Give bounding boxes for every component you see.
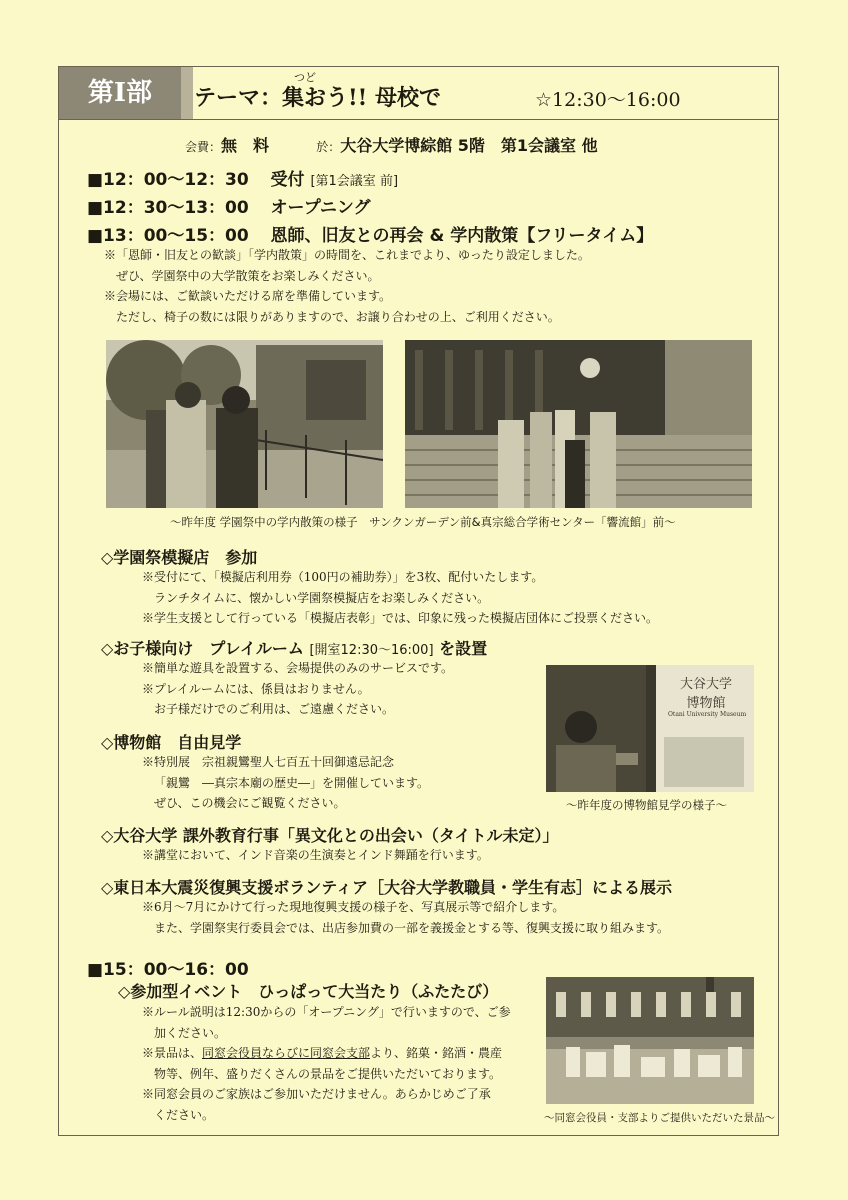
note-line: また、学園祭実行委員会では、出店参加費の一部を義援金とする等、復興支援に取り組みます。 [142, 920, 670, 935]
schedule-row [87, 165, 398, 190]
schedule-time: ■13：00〜15：00 [87, 226, 249, 246]
theme-time: ☆12:30〜16:00 [535, 89, 681, 111]
note-line: ※受付にて、「模擬店利用券（100円の補助券）」を3枚、配付いたします。 [142, 570, 544, 584]
museum-sign-line: 大谷大学 [679, 677, 732, 692]
schedule-time: ■15：00〜16：00 [87, 960, 249, 980]
note-line: ※簡単な遊具を設置する、会場提供のみのサービスです。 [142, 661, 454, 675]
schedule-row [87, 193, 371, 218]
section-notes [142, 897, 669, 938]
note-line: 物等、例年、盛りだくさんの景品をご提供いただいております。 [142, 1066, 502, 1081]
free-time-notes [104, 245, 590, 327]
note-line: ください。 [142, 1107, 215, 1122]
campus-walk-photo [106, 340, 383, 508]
note-line: ※ルール説明は12:30からの「オープニング」で行いますので、ご参 [142, 1005, 511, 1019]
note-line: ※6月〜7月にかけて行った現地復興支援の様子を、写真展示等で紹介します。 [142, 900, 565, 914]
museum-sign-line: 博物館 [686, 696, 726, 711]
event-title: ◇参加型イベント ひっぱって大当たり（ふたたび） [118, 982, 499, 1001]
note-text: ※景品は、 [142, 1046, 203, 1060]
schedule-time: ■12：30〜13：00 [87, 198, 249, 218]
header [59, 67, 778, 120]
section-title: ◇東日本大震災復興支援ボランティア［大谷大学教職員・学生有志］による展示 [101, 878, 673, 897]
note-line: ※講堂において、インド音楽の生演奏とインド舞踊を行います。 [142, 848, 489, 862]
schedule-row [87, 221, 653, 246]
theme-title: テーマ：集おう!! 母校で [194, 85, 441, 111]
note-emphasis: 同窓会役員ならびに同窓会支部 [202, 1046, 371, 1060]
venue-line [185, 133, 598, 156]
note-line: ※同窓会員のご家族はご参加いただけません。あらかじめご了承 [142, 1087, 491, 1101]
note-line: ※プレイルームには、係員はおりません。 [142, 681, 370, 696]
schedule-title: 恩師、旧友との再会 & 学内散策【フリータイム】 [270, 226, 654, 246]
museum-sign-line: Otani University Museum [668, 711, 747, 718]
section-title-suffix: を設置 [439, 639, 488, 658]
section-title-bracket: [開室12:30〜16:00] [309, 643, 434, 658]
part-label: 第Ⅰ部 [59, 67, 181, 119]
note-line: お子様だけでのご利用は、ご遠慮ください。 [142, 702, 395, 716]
section-title [101, 636, 487, 659]
hibiki-hall-photo [405, 340, 752, 508]
place-label: 於： [316, 140, 341, 154]
schedule-time: ■12：00〜12：30 [87, 170, 249, 190]
note-line: ランチタイムに、懐かしい学園祭模擬店をお楽しみください。 [142, 590, 490, 605]
note-line: ぜひ、学園祭中の大学散策をお楽しみください。 [104, 268, 380, 283]
photo-caption: 〜昨年度の博物館見学の様子〜 [566, 798, 727, 812]
fee-value: 無 料 [221, 136, 270, 155]
ruby-text: つど [294, 71, 316, 84]
note-line: 「親鸞 ―真宗本廟の歴史―」を開催しています。 [154, 775, 430, 790]
section-notes [142, 752, 429, 814]
section-notes [142, 658, 453, 720]
section-notes [142, 845, 489, 866]
note-line: ただし、椅子の数には限りがありますので、お譲り合わせの上、ご利用ください。 [104, 309, 560, 324]
section-title: ◇大谷大学 課外教育行事「異文化との出会い（タイトル未定）」 [101, 826, 559, 845]
museum-sign [668, 673, 747, 718]
note-line: ぜひ、この機会にご観覧ください。 [142, 796, 346, 810]
section-title: ◇博物館 自由見学 [101, 733, 242, 752]
schedule-title: 受付 [270, 170, 305, 190]
museum-photo [546, 665, 754, 792]
note-text: より、銘菓・銘酒・農産 [370, 1046, 503, 1060]
note-line: ※会場には、ご歓談いただける席を準備しています。 [104, 289, 392, 303]
photo-caption: 〜昨年度 学園祭中の学内散策の様子 サンクンガーデン前&真宗総合学術センター「響流館」前〜 [170, 515, 676, 529]
event-notes [142, 1002, 537, 1125]
fee-label: 会費： [185, 140, 222, 154]
section-title-main: ◇お子様向け プレイルーム [101, 639, 304, 658]
section-notes [142, 567, 658, 629]
photo-caption: 〜同窓会役員・支部よりご提供いただいた景品〜 [544, 1112, 775, 1124]
section-title: ◇学園祭模擬店 参加 [101, 548, 258, 567]
schedule-title: オープニング [270, 198, 371, 218]
prizes-photo [546, 977, 754, 1104]
schedule-location: [第1会議室 前] [310, 174, 399, 189]
header-divider [181, 67, 193, 119]
note-line: ※「恩師・旧友との歓談」「学内散策」の時間を、これまでより、ゆったり設定しました。 [104, 248, 590, 262]
place-value: 大谷大学博綜館 5階 第1会議室 他 [340, 136, 598, 155]
note-line [142, 1043, 537, 1064]
note-line: 加ください。 [142, 1025, 227, 1040]
note-line: ※特別展 宗祖親鸞聖人七百五十回御遠忌記念 [142, 755, 395, 769]
note-line: ※学生支援として行っている「模擬店表彰」では、印象に残った模擬店団体にご投票ください。 [142, 611, 659, 625]
